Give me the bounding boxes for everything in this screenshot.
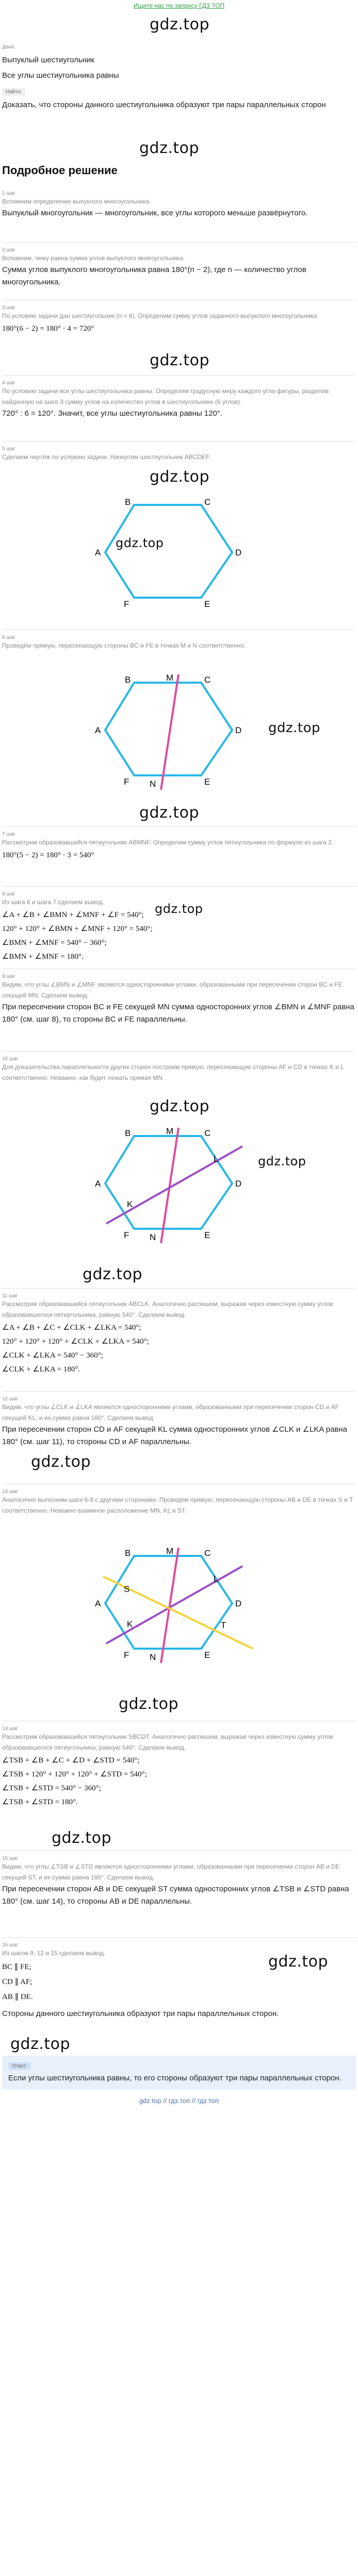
step-tag: 8 шаг — [2, 891, 15, 897]
point-label-k: K — [127, 1619, 133, 1629]
given-line-2: Все углы шестиугольника равны — [2, 71, 119, 80]
math-line: ∠TSB + ∠B + ∠C + ∠D + ∠STD = 540°; — [2, 1756, 140, 1765]
vertex-label-e: E — [204, 1230, 210, 1240]
point-label-n: N — [150, 1232, 156, 1242]
point-label-t: T — [221, 1620, 226, 1630]
step-text: При пересечении сторон BC и FE секущей MN сумма односторонних углов ∠BMN и ∠MNF равна 180° (см. шаг 8), то стороны BC и FE параллельны. — [2, 1003, 354, 1024]
watermark: gdz.top — [52, 1829, 112, 1847]
watermark: gdz.top — [150, 468, 210, 486]
vertex-label-c: C — [204, 1548, 211, 1558]
point-label-l: L — [214, 1574, 219, 1584]
step-math: 180°(6 − 2) = 180° · 4 = 720° — [2, 325, 94, 333]
footer-links[interactable]: gdz.top // гдз.топ // гдз топ — [139, 2097, 219, 2105]
vertex-label-c: C — [204, 497, 211, 507]
vertex-label-a: A — [95, 1179, 101, 1189]
vertex-label-a: A — [95, 725, 101, 735]
divider — [2, 1051, 356, 1052]
vertex-label-b: B — [125, 497, 131, 507]
step-text: Стороны данного шестиугольника образуют три пары параллельных сторон. — [2, 2009, 279, 2018]
vertex-label-d: D — [235, 1179, 242, 1189]
step-11 — [2, 1293, 356, 1375]
line-mn — [161, 1128, 178, 1243]
divider — [2, 826, 356, 827]
figure-line-st — [95, 1546, 258, 1674]
step-math: 180°(5 − 2) = 180° · 3 = 540° — [2, 851, 94, 859]
step-12 — [2, 1396, 356, 1448]
math-line: 120° + 120° + ∠BMN + ∠MNF + 120° = 540°; — [2, 925, 153, 933]
step-tag: 10 шаг — [2, 1056, 19, 1062]
step-note: Для доказательства параллельности других сторон построим прямую, пересекающую стороны AF и CD в точках K и L соответственно. Неважно, как будет лежать прямая MN. — [2, 1063, 344, 1081]
search-banner[interactable]: Ищите нас по запросу ГДЗ ТОП — [133, 2, 225, 9]
math-line: AB ∥ DE. — [2, 1993, 33, 2001]
watermark: gdz.top — [139, 804, 200, 822]
answer-box — [2, 2056, 356, 2090]
watermark: gdz.top — [119, 1695, 179, 1713]
step-note: По условию задачи все углы шестиугольника равны. Определим градусную меру каждого угла фигуры, разделив найденную на шаге 3 сумму углов на количество углов в шестиугольнике (6 углов). — [2, 387, 329, 405]
vertex-label-f: F — [124, 777, 129, 787]
vertex-label-e: E — [204, 1650, 210, 1660]
step-tag: 16 шаг — [2, 1942, 19, 1948]
step-13 — [2, 1489, 356, 1516]
step-note: Из шагов 9, 12 и 15 сделаем вывод. — [2, 1950, 106, 1957]
watermark: gdz.top — [268, 1953, 329, 1971]
vertex-label-c: C — [204, 675, 211, 685]
vertex-label-d: D — [235, 725, 242, 735]
step-note: Вспомним определение выпуклого многоугольника. — [2, 198, 151, 205]
find-tag: Найти: — [2, 88, 25, 96]
given-tag: Дано: — [2, 44, 16, 50]
step-tag: 6 шаг — [2, 635, 15, 640]
find-text: Доказать, что стороны данного шестиугольника образуют три пары параллельных сторон — [2, 100, 326, 109]
divider — [2, 1391, 356, 1392]
math-line: CD ∥ AF; — [2, 1978, 32, 1986]
watermark: gdz.top — [150, 1097, 210, 1115]
step-tag: 14 шаг — [2, 1726, 19, 1732]
step-3 — [2, 305, 356, 334]
step-note: Видим, что углы ∠TSB и ∠STD являются односторонними углами, образованными при пересечении сторон AB и DE секущей ST, и их сумма равна 180°. Сделаем вывод. — [2, 1863, 340, 1881]
step-tag: 4 шаг — [2, 380, 15, 386]
step-tag: 7 шаг — [2, 832, 15, 837]
vertex-label-d: D — [235, 1599, 242, 1608]
math-line: 120° + 120° + 120° + ∠CLK + ∠LKA = 540°; — [2, 1337, 149, 1346]
step-tag: 9 шаг — [2, 974, 15, 979]
step-note: Вспомним, чему равна сумма углов выпуклого многоугольника. — [2, 255, 185, 262]
hexagon-abcdef — [105, 683, 232, 775]
math-line: ∠CLK + ∠LKA = 180°. — [2, 1365, 80, 1374]
vertex-label-f: F — [124, 1650, 129, 1660]
step-6 — [2, 635, 356, 651]
step-14 — [2, 1726, 356, 1808]
watermark: gdz.top — [150, 351, 210, 369]
math-line: BC ∥ FE; — [2, 1963, 31, 1971]
figure-hexagon — [95, 495, 248, 613]
math-line: ∠BMN + ∠MNF = 540° − 360°; — [2, 939, 107, 947]
point-label-m: M — [166, 1546, 174, 1556]
vertex-label-a: A — [95, 1599, 101, 1608]
given-section — [2, 44, 356, 82]
step-tag: 3 шаг — [2, 305, 15, 311]
vertex-label-f: F — [124, 599, 129, 609]
solution-title: Подробное решение — [2, 164, 118, 177]
step-tag: 11 шаг — [2, 1293, 18, 1299]
watermark: gdz.top — [258, 1154, 306, 1168]
step-note: Видим, что углы ∠BMN и ∠MNF являются односторонними углами, образованными при пересечении сторон BC и FE секущей MN. Сделаем вывод. — [2, 981, 343, 999]
vertex-label-b: B — [125, 1548, 131, 1558]
step-tag: 15 шаг — [2, 1856, 19, 1861]
step-note: Сделаем чертёж по условию задачи. Начертим шестиугольник ABCDEF. — [2, 453, 211, 461]
divider — [2, 375, 356, 376]
math-line: ∠A + ∠B + ∠BMN + ∠MNF + ∠F = 540°; — [2, 911, 144, 919]
step-1 — [2, 191, 356, 219]
watermark: gdz.top — [83, 1265, 143, 1283]
math-line: ∠BMN + ∠MNF = 180°. — [2, 953, 84, 961]
step-4 — [2, 380, 356, 420]
vertex-label-e: E — [204, 599, 210, 609]
divider — [2, 242, 356, 243]
point-label-m: M — [166, 1126, 174, 1136]
step-tag: 1 шаг — [2, 191, 15, 196]
point-label-l: L — [214, 1154, 219, 1164]
step-5 — [2, 446, 356, 463]
watermark: gdz.top — [268, 720, 321, 736]
point-label-n: N — [150, 779, 156, 789]
step-note: Видим, что углы ∠CLK и ∠LKA являются односторонними углами, образованными при пересечении сторон CD и AF секущей KL, и их сумма равна 180°. Сделаем вывод. — [2, 1403, 339, 1421]
step-tag: 13 шаг — [2, 1489, 19, 1495]
step-15 — [2, 1856, 356, 1908]
watermark: gdz.top — [139, 139, 200, 157]
step-9 — [2, 974, 356, 1026]
math-line: ∠TSB + ∠STD = 180°. — [2, 1798, 78, 1806]
step-text: При пересечении сторон AB и DE секущей ST сумма односторонних углов ∠TSB и ∠STD равна 180° (см. шаг 14), то стороны AB и DE параллельны. — [2, 1885, 349, 1906]
vertex-label-a: A — [95, 548, 101, 557]
answer-tag: Ответ: — [8, 2062, 31, 2070]
figure-line-kl — [95, 1126, 258, 1249]
watermark: gdz.top — [31, 1453, 91, 1471]
hexagon-abcdef — [105, 1556, 232, 1649]
step-text: 720° : 6 = 120°. Значит, все углы шестиугольника равны 120°. — [2, 409, 223, 418]
step-note: Рассмотрим образовавшийся пятиугольник ABCLK. Аналогично распишем, выражая через известную сумму углов образовавшегося пятиугольника, равную 540°. Сделаем вывод. — [2, 1300, 333, 1318]
watermark: gdz.top — [116, 536, 164, 550]
step-note: Рассмотрим образовавшийся пятиугольник ABMNF. Определим сумму углов пятиугольника по формуле из шага 2. — [2, 839, 334, 846]
answer-text: Если углы шестиугольника равны, то его стороны образуют три пары параллельных сторон. — [8, 2074, 341, 2082]
step-note: Рассмотрим образовавшийся пятиугольник SBCDT. Аналогично распишем, выражая через известную сумму углов образовавшегося пятиугольника, равную 540°. Сделаем вывод. — [2, 1733, 333, 1751]
vertex-label-b: B — [125, 675, 131, 685]
step-note: Аналогично выполним шаги 6-9 с другими сторонами. Проведём прямую, пересекающую стороны AB и DE в точках S и T соответственно. Неважно взаимное расположение MN, KL и ST. — [2, 1496, 353, 1514]
step-10 — [2, 1056, 356, 1083]
divider — [2, 1937, 356, 1938]
math-line: ∠TSB + ∠STD = 540° − 360°; — [2, 1784, 101, 1792]
step-note: Проведём прямую, пересекающую стороны BC и FE в точках M и N соответственно. — [2, 642, 246, 649]
vertex-label-e: E — [204, 777, 210, 787]
step-text: При пересечении сторон CD и AF секущей KL сумма односторонних углов ∠CLK и ∠LKA равна 180° (см. шаг 11), то стороны CD и AF параллельны. — [2, 1425, 348, 1446]
hexagon-abcdef — [105, 505, 232, 598]
step-note: По условию задачи дан шестиугольник (n = 6). Определим сумму углов заданного выпуклого многоугольника. — [2, 312, 319, 319]
watermark: gdz.top — [150, 15, 210, 33]
step-7 — [2, 832, 356, 861]
step-tag: 12 шаг — [2, 1396, 19, 1402]
point-label-n: N — [150, 1652, 156, 1662]
given-line-1: Выпуклый шестиугольник — [2, 56, 94, 64]
step-text: Выпуклый многоугольник — многоугольник, все углы которого меньше развёрнутого. — [2, 209, 308, 217]
vertex-label-c: C — [204, 1128, 211, 1138]
math-line: ∠A + ∠B + ∠C + ∠CLK + ∠LKA = 540°; — [2, 1324, 141, 1332]
watermark: gdz.top — [10, 2035, 71, 2053]
watermark: gdz.top — [155, 902, 203, 916]
figure-line-mn — [95, 672, 248, 796]
vertex-label-d: D — [235, 548, 242, 557]
find-section — [2, 87, 356, 111]
divider — [2, 441, 356, 442]
step-tag: 2 шаг — [2, 247, 15, 253]
vertex-label-b: B — [125, 1128, 131, 1138]
point-label-m: M — [166, 673, 174, 683]
math-line: ∠CLK + ∠LKA = 540° − 360°; — [2, 1351, 103, 1360]
divider — [2, 886, 356, 887]
step-text: Сумма углов выпуклого многоугольника равна 180°(n − 2), где n — количество углов многоугольника. — [2, 265, 306, 286]
step-note: Из шага 6 и шага 7 сделаем вывод. — [2, 899, 104, 906]
hexagon-abcdef — [105, 1136, 232, 1229]
step-tag: 5 шаг — [2, 446, 15, 452]
divider — [2, 1288, 356, 1289]
vertex-label-f: F — [124, 1230, 129, 1240]
point-label-k: K — [127, 1199, 133, 1209]
step-2 — [2, 247, 356, 289]
point-label-s: S — [124, 1584, 130, 1594]
line-mn — [161, 674, 178, 790]
math-line: ∠TSB + 120° + 120° + 120° + ∠STD = 540°; — [2, 1770, 147, 1778]
